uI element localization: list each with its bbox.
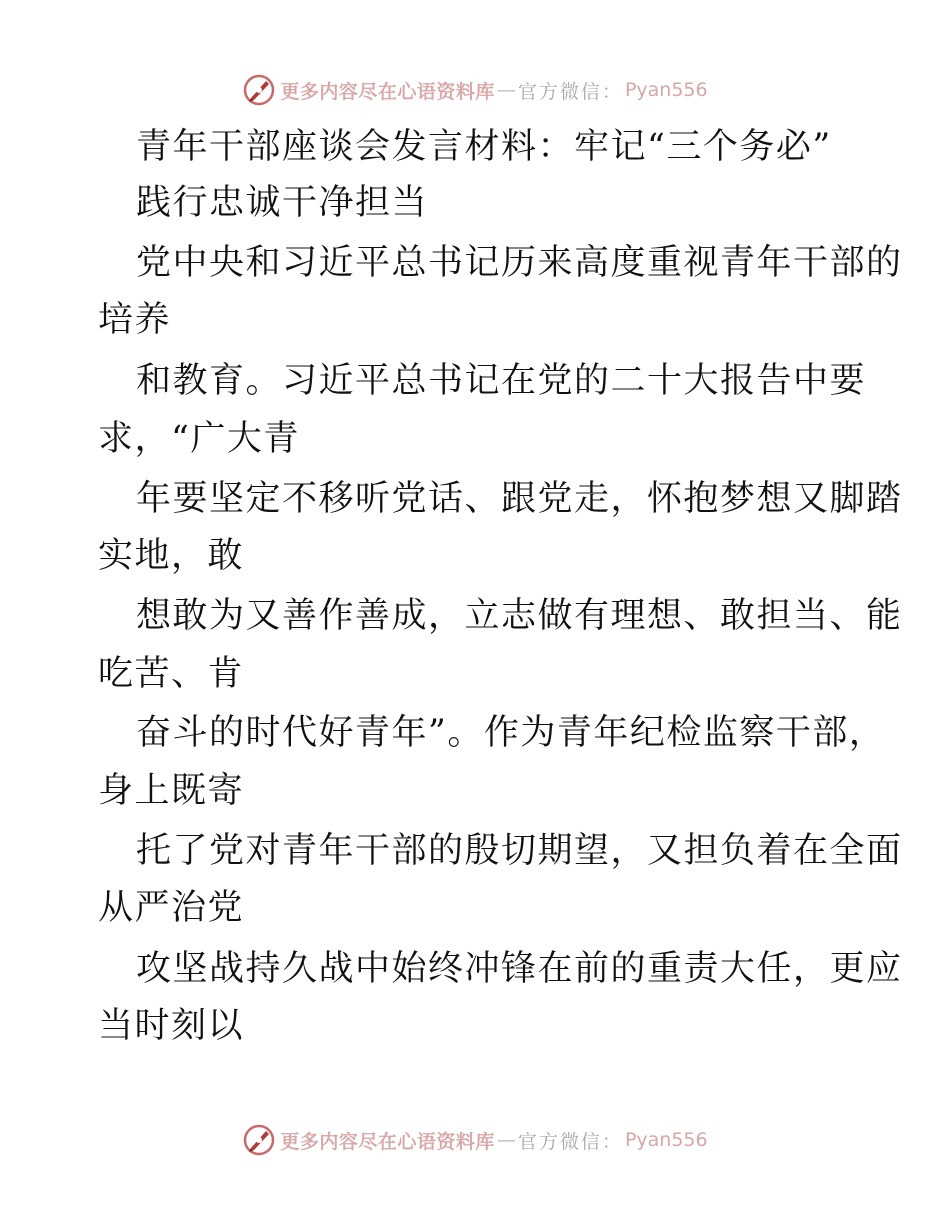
watermark-wechat-label: 官方微信： — [517, 80, 623, 103]
paragraph-line: 年要坚定不移听党话、跟党走，怀抱梦想又脚踏 — [136, 479, 903, 519]
paragraph-line: 和教育。习近平总书记在党的二十大报告中要 — [136, 361, 867, 401]
footer-watermark — [0, 1120, 950, 1160]
watermark-wechat-id: Pyan556 — [624, 1129, 708, 1151]
watermark-wechat-label: 官方微信： — [517, 1130, 623, 1153]
paragraph-line: 党中央和习近平总书记历来高度重视青年干部的 — [136, 243, 903, 283]
quill-logo-icon — [242, 1123, 276, 1157]
paragraph-line: 实地，敢 — [98, 536, 245, 576]
paragraph-line: 想敢为又善作善成，立志做有理想、敢担当、能 — [136, 596, 903, 636]
paragraph-line: 吃苦、肯 — [98, 654, 245, 694]
watermark-separator: — — [496, 1129, 516, 1151]
paragraph-line: 身上既寄 — [98, 771, 245, 811]
header-watermark — [0, 70, 950, 110]
paragraph-line: 攻坚战持久战中始终冲锋在前的重责大任，更应 — [136, 949, 903, 989]
paragraph-line: 托了党对青年干部的殷切期望，又担负着在全面 — [136, 831, 903, 871]
watermark-separator: — — [496, 79, 516, 101]
paragraph-line: 奋斗的时代好青年”。作为青年纪检监察干部， — [136, 713, 886, 753]
watermark-site-text: 更多内容尽在心语资料库 — [280, 80, 495, 103]
paragraph-line: 当时刻以 — [98, 1006, 245, 1046]
watermark-wechat-id: Pyan556 — [624, 79, 708, 101]
quill-logo-icon — [242, 73, 276, 107]
paragraph-line: 求，“广大青 — [98, 419, 300, 459]
watermark-site-text: 更多内容尽在心语资料库 — [280, 1130, 495, 1153]
paragraph-line: 从严治党 — [98, 888, 245, 928]
paragraph-line: 培养 — [98, 300, 172, 340]
document-title-line-2: 践行忠诚干净担当 — [136, 183, 429, 223]
document-title-line-1: 青年干部座谈会发言材料：牢记“三个务必” — [136, 127, 832, 167]
